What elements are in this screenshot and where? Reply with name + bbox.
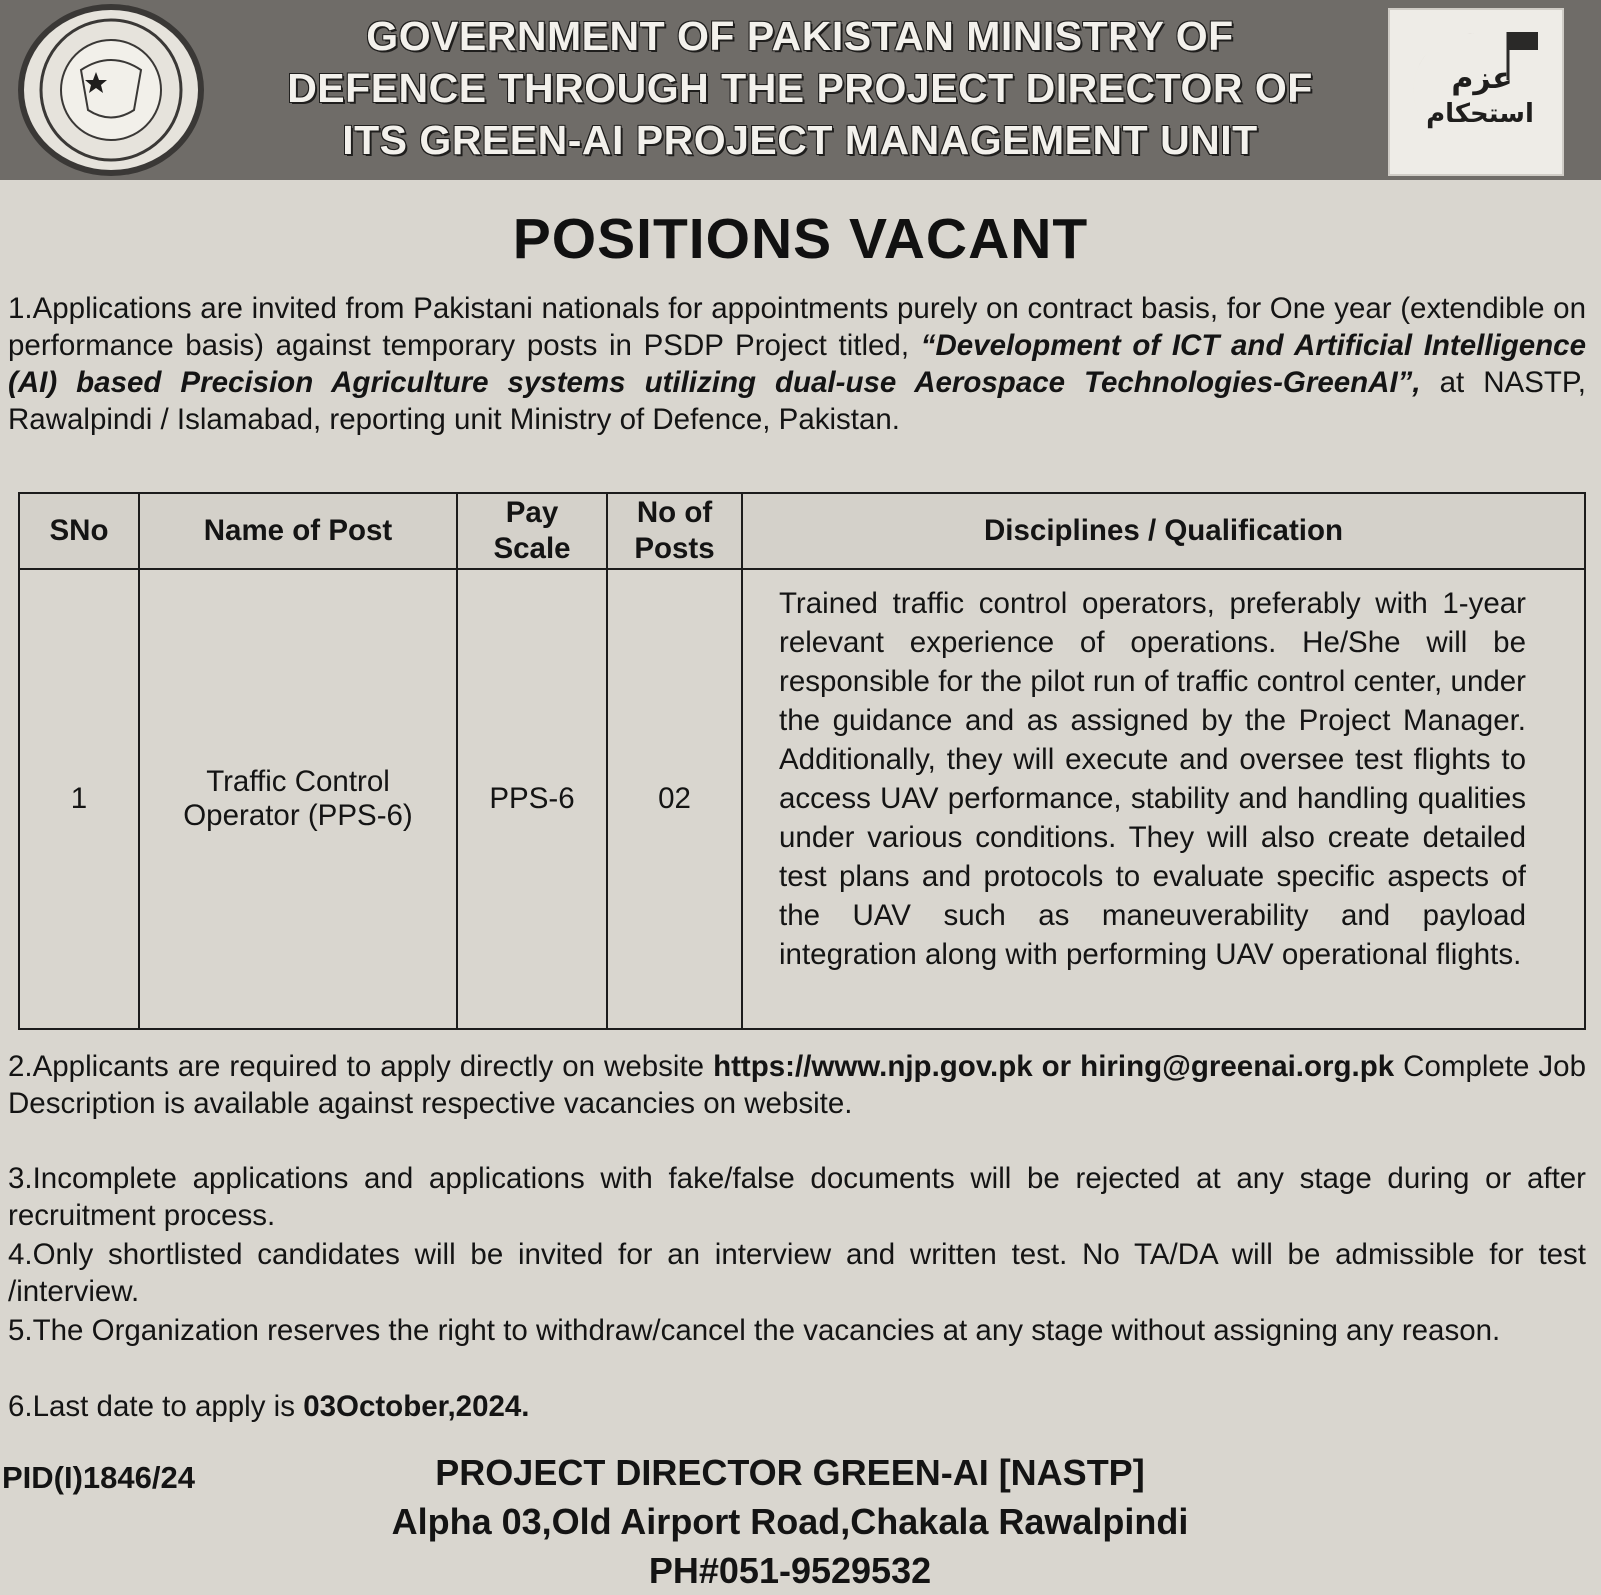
footer-line: Alpha 03,Old Airport Road,Chakala Rawalpindi	[391, 1501, 1189, 1542]
note-6	[8, 1388, 1586, 1425]
header-title-line: DEFENCE THROUGH THE PROJECT DIRECTOR OF	[287, 65, 1313, 111]
intro-text: at NASTP, Rawalpindi / Islamabad, reporting unit Ministry of Defence, Pakistan.	[8, 366, 1586, 436]
header-title-line: ITS GREEN-AI PROJECT MANAGEMENT UNIT	[342, 117, 1258, 163]
note-3: 3.Incomplete applications and applications with fake/false documents will be rejected at any stage during or after recruitment process.	[8, 1162, 1586, 1232]
post-name-line: Operator (PPS-6)	[183, 799, 413, 832]
header-posts-line: Posts	[634, 532, 715, 565]
logo-text-line: استحکام	[1426, 99, 1534, 129]
note-5: 5.The Organization reserves the right to withdraw/cancel the vacancies at any stage without assigning any reason.	[8, 1314, 1501, 1347]
note-4: 4.Only shortlisted candidates will be invited for an interview and written test. No TA/DA will be admissible for test /interview.	[8, 1238, 1586, 1308]
header-sno: SNo	[19, 493, 139, 569]
seal-graphic	[24, 10, 198, 170]
note-text: 2.Applicants are required to apply directly on website	[8, 1050, 714, 1083]
intro-text: 1.Applications are invited from Pakistani nationals for appointments purely on contract basis, for One year (extendible on performance basis) against temporary posts in PSDP Project titled,	[8, 292, 1586, 362]
note-text: Complete Job Description is available against respective vacancies on website.	[8, 1050, 1586, 1120]
website-link[interactable]: https://www.njp.gov.pk or hiring@greenai.org.pk	[713, 1050, 1395, 1083]
table-header-row	[19, 493, 1585, 569]
cell-qualification: Trained traffic control operators, preferably with 1-year relevant experience of operations. He/She will be responsible for the pilot run of traffic control center, under the guidance and as assigned by the Project Manager. Additionally, they will execute and oversee test flights to access UAV performance, stability and handling qualities under various conditions. They will also create detailed test plans and protocols to evaluate specific aspects of the UAV such as maneuverability and payload integration along with performing UAV operational flights.	[742, 569, 1585, 1029]
project-title: “Development of ICT and Artificial Intelligence (AI) based Precision Agriculture systems utilizing dual-use Aerospace Technologies-GreenAI”,	[8, 329, 1586, 399]
note-2	[8, 1048, 1586, 1122]
page-heading: POSITIONS VACANT	[512, 207, 1089, 271]
note-text: 6.Last date to apply is	[8, 1390, 304, 1423]
pid-number: PID(I)1846/24	[2, 1460, 195, 1495]
header-title-line: GOVERNMENT OF PAKISTAN MINISTRY OF	[366, 13, 1234, 59]
intro-paragraph	[8, 290, 1586, 438]
post-name-line: Traffic Control	[206, 765, 390, 798]
header-no-of-posts	[607, 493, 742, 569]
table-row	[19, 569, 1585, 1029]
header-pay-scale	[457, 493, 607, 569]
azm-e-istehkam-logo	[1388, 8, 1564, 176]
header-banner	[0, 0, 1601, 180]
header-posts-line: No of	[636, 496, 713, 529]
footer-line: PROJECT DIRECTOR GREEN-AI [NASTP]	[435, 1452, 1145, 1493]
header-pay-line: Scale	[493, 532, 571, 565]
header-name-of-post: Name of Post	[139, 493, 457, 569]
cell-post-name	[139, 569, 457, 1029]
cell-pay-scale: PPS-6	[457, 569, 607, 1029]
cell-no-of-posts: 02	[607, 569, 742, 1029]
positions-table	[18, 492, 1586, 1030]
header-pay-line: Pay	[505, 496, 559, 529]
footer-line: PH#051-9529532	[648, 1550, 932, 1591]
nastp-seal-logo	[18, 4, 204, 176]
header-title	[210, 10, 1390, 166]
footer-address	[300, 1448, 1280, 1595]
header-qualification: Disciplines / Qualification	[742, 493, 1585, 569]
last-date: 03October,2024.	[303, 1390, 530, 1423]
crescent-flag-graphic	[1390, 10, 1562, 174]
cell-sno: 1	[19, 569, 139, 1029]
logo-text-line: عزم	[1451, 61, 1513, 96]
